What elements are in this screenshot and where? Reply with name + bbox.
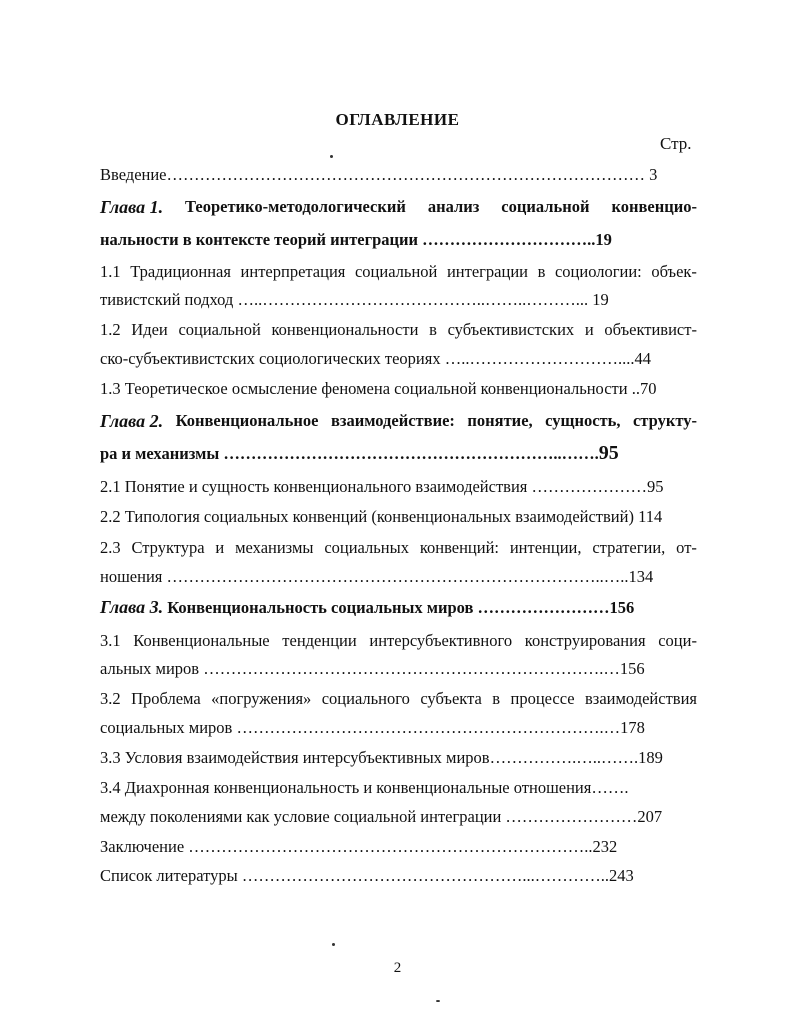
toc-word: и: [584, 320, 594, 339]
toc-word: стратегии,: [592, 538, 666, 557]
toc-word: анализ: [427, 197, 480, 216]
toc-word: 3.2: [100, 689, 121, 708]
toc-word: 1.2: [100, 320, 121, 339]
toc-word: понятие,: [467, 411, 533, 430]
toc-word: 3.1: [100, 631, 121, 650]
toc-word: интенции,: [509, 538, 582, 557]
toc-word: интеграции: [446, 262, 528, 281]
toc-entry-text: тивистский подход …..…………………………………..……..………... 19: [100, 290, 609, 309]
toc-word: взаимодействие:: [330, 411, 455, 430]
toc-word: социальной: [354, 262, 438, 281]
toc-word: Традиционная: [130, 262, 231, 281]
toc-entry-text: Конвенциональность социальных миров ……………………156: [167, 598, 635, 617]
toc-word: социальной: [501, 197, 590, 216]
toc-entry-conclusion[interactable]: [100, 837, 617, 857]
toc-word: субъекта: [420, 689, 482, 708]
toc-entry-text: ношения ……………………………………………………………………..…..134: [100, 567, 654, 586]
toc-word: социологии:: [554, 262, 642, 281]
toc-word: конструирования: [524, 631, 646, 650]
toc-word: взаимодействия: [585, 689, 697, 708]
toc-section-2-3-line-2[interactable]: [100, 567, 653, 587]
toc-section-3-3[interactable]: [100, 748, 663, 768]
toc-section-3-4-line-1[interactable]: [100, 778, 628, 798]
toc-entry-text: 3.3 Условия взаимодействия интерсубъективных миров…………….…..…….189: [100, 748, 663, 767]
toc-entry-text: Список литературы ……………………………………………...…………..243: [100, 866, 634, 885]
toc-entry-text: Введение…………………………………………………………………………… 3: [100, 165, 658, 184]
toc-section-1-1-line-2[interactable]: [100, 290, 609, 310]
toc-chapter-3[interactable]: [100, 597, 634, 618]
toc-word: структу-: [632, 411, 697, 430]
toc-entry-text: ско-субъективистских социологических теориях …..………………………....44: [100, 349, 651, 368]
page-title: ОГЛАВЛЕНИЕ: [335, 110, 460, 129]
toc-word: Теоретико-методологический: [185, 197, 406, 216]
toc-word: конвенций:: [419, 538, 499, 557]
toc-word: Проблема: [131, 689, 201, 708]
toc-word: механизмы: [235, 538, 314, 557]
toc-word: социальных: [324, 538, 409, 557]
toc-word: и: [215, 538, 225, 557]
toc-word: «погружения»: [211, 689, 312, 708]
toc-entry-bibliography[interactable]: [100, 866, 634, 886]
toc-word: соци-: [658, 631, 697, 650]
toc-entry-text: Заключение ………………………………………………………………..232: [100, 837, 618, 856]
toc-entry-text: социальных миров ………………………………………………………….…178: [100, 718, 645, 737]
chapter-label: Глава 1.: [100, 197, 164, 217]
toc-section-2-2[interactable]: [100, 507, 662, 527]
chapter-label: Глава 3.: [100, 597, 164, 617]
toc-chapter-2-line-2[interactable]: [100, 443, 619, 464]
toc-word: 2.3: [100, 538, 121, 557]
toc-word: Конвенциональное: [175, 411, 319, 430]
toc-entry-text: ра и механизмы ……………………………………………………..…….: [100, 444, 599, 463]
toc-word: 1.1: [100, 262, 121, 281]
toc-word: конвенцио-: [611, 197, 697, 216]
toc-entry-introduction[interactable]: [100, 165, 657, 185]
toc-section-3-4-line-2[interactable]: [100, 807, 662, 827]
toc-section-3-2-line-1[interactable]: [100, 689, 697, 709]
scan-speck: [330, 155, 333, 158]
toc-section-3-2-line-2[interactable]: [100, 718, 645, 738]
toc-word: от-: [676, 538, 697, 557]
toc-entry-text: между поколениями как условие социальной интеграции ……………………207: [100, 807, 663, 826]
toc-section-1-3[interactable]: [100, 379, 656, 399]
scan-speck: [436, 1000, 440, 1002]
toc-chapter-2-line-1[interactable]: [100, 411, 697, 431]
toc-word: процессе: [510, 689, 575, 708]
toc-chapter-1-line-1[interactable]: [100, 197, 697, 217]
toc-page-number: 95: [598, 442, 619, 464]
toc-word: конвенциональности: [271, 320, 419, 339]
toc-section-1-2-line-1[interactable]: [100, 320, 697, 340]
toc-entry-text: 3.4 Диахронная конвенциональность и конвенциональные отношения…….: [100, 778, 629, 797]
toc-word: интерпретация: [240, 262, 346, 281]
toc-word: Идеи: [131, 320, 168, 339]
page-column-label: Стр.: [660, 134, 692, 153]
toc-chapter-1-line-2[interactable]: [100, 230, 612, 250]
toc-entry-text: 1.3 Теоретическое осмысление феномена социальной конвенциональности ..70: [100, 379, 657, 398]
toc-word: в: [429, 320, 437, 339]
toc-entry-text: 2.1 Понятие и сущность конвенционального взаимодействия …………………95: [100, 477, 664, 496]
toc-section-3-1-line-2[interactable]: [100, 659, 645, 679]
toc-word: субъективистских: [447, 320, 575, 339]
toc-word: социального: [321, 689, 410, 708]
toc-section-2-1[interactable]: [100, 477, 664, 497]
toc-word: сущность,: [545, 411, 621, 430]
toc-entry-text: 2.2 Типология социальных конвенций (конвенциональных взаимодействий) 114: [100, 507, 663, 526]
toc-word: социальной: [178, 320, 261, 339]
toc-section-1-1-line-1[interactable]: [100, 262, 697, 282]
toc-entry-text: нальности в контексте теорий интеграции …………………………..19: [100, 230, 612, 249]
toc-word: объек-: [651, 262, 697, 281]
toc-word: Конвенциональные: [133, 631, 270, 650]
scan-speck: [332, 943, 335, 946]
toc-section-2-3-line-1[interactable]: [100, 538, 697, 558]
toc-word: объективист-: [604, 320, 697, 339]
toc-word: в: [537, 262, 546, 281]
toc-word: в: [492, 689, 501, 708]
toc-word: Структура: [131, 538, 205, 557]
toc-section-1-2-line-2[interactable]: [100, 349, 651, 369]
toc-word: интерсубъективного: [369, 631, 513, 650]
page-number: 2: [393, 960, 402, 976]
chapter-label: Глава 2.: [100, 411, 164, 431]
toc-section-3-1-line-1[interactable]: [100, 631, 697, 651]
toc-entry-text: альных миров ……………………………………………………………….…156: [100, 659, 645, 678]
toc-word: тенденции: [282, 631, 357, 650]
